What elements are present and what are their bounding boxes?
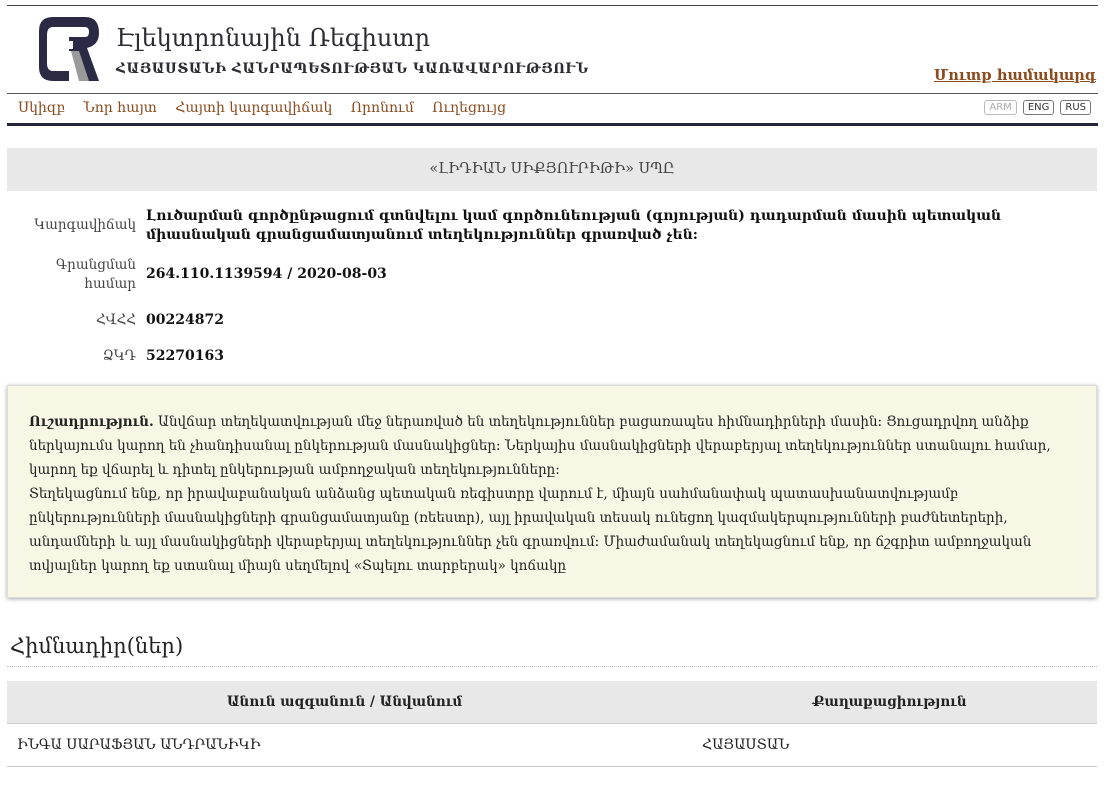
section-divider <box>7 666 1097 667</box>
er-logo-icon[interactable] <box>39 15 101 83</box>
notice-text-2: Տեղեկացնում ենք, որ իրավաբանական անձանց պետական ռեգիստրը վարում է, միայն սահմանափակ պատասխանատվությամբ ընկերությունների մասնակիցների գրանցամատյանը (ռեեստր), այլ իրավական տեսակ ունեցող կազմակերպությունների բաժնետերերի, անդամների և այլ մասնակիցների վերաբերյալ տեղեկություններ չեն գրառվում: Միաժամանակ տեղեկացնում ենք, որ ճշգրիտ ամբողջական տվյալներ կարող եք ստանալ միայն սեղմելով «Տպելու տարբերակ» կոճակը <box>29 486 1032 574</box>
founders-table <box>7 681 1097 767</box>
table-header <box>7 681 1097 723</box>
tax-id-field <box>7 311 1097 331</box>
registration-number-field <box>7 256 1097 296</box>
language-switcher <box>984 100 1091 115</box>
founders-title: Հիմնադիր(ներ) <box>10 634 184 658</box>
field-label: Կարգավիճակ <box>34 217 136 233</box>
site-title: Էլեկտրոնային Ռեգիստր <box>116 24 431 52</box>
field-value: 264.110.1139594 / 2020-08-03 <box>146 266 387 282</box>
site-subtitle: ՀԱՅԱՍՏԱՆԻ ՀԱՆՐԱՊԵՏՈՒԹՅԱՆ ԿԱՌԱՎԱՐՈՒԹՅՈՒՆ <box>116 61 589 77</box>
nav-separator <box>7 93 1098 94</box>
status-field <box>7 207 1097 247</box>
column-header-citizenship: Քաղաքացիություն <box>812 694 967 710</box>
table-row <box>7 723 1097 767</box>
login-link[interactable]: Մուտք համակարգ <box>933 67 1096 84</box>
lang-rus-button[interactable]: RUS <box>1060 100 1091 115</box>
nav-item-search[interactable]: Որոնում <box>350 100 414 116</box>
notice-heading: Ուշադրություն. <box>29 414 154 430</box>
nav-bottom-bar <box>7 123 1098 126</box>
notice-box <box>7 385 1097 598</box>
founder-citizenship: ՀԱՅԱՍՏԱՆ <box>702 737 790 753</box>
notice-paragraph-1 <box>29 410 1075 482</box>
company-name-bar <box>7 148 1097 191</box>
notice-text-1: Անվճար տեղեկատվության մեջ ներառված են տեղեկություններ բացառապես հիմնադիրների մասին: Ցուցադրվող անձիք ներկայումս կարող են չհանդիսանալ ընկերության մասնակիցներ: Ներկայիս մասնակիցների վերաբերյալ տեղեկություններ ստանալու համար, կարող եք վճարել և դիտել ընկերության ամբողջական տեղեկությունները: <box>29 414 1051 478</box>
field-label: ՀՎՀՀ <box>96 312 136 328</box>
lang-arm-button[interactable]: ARM <box>984 100 1016 115</box>
nav-item-new-request[interactable]: Նոր հայտ <box>83 100 157 116</box>
field-label: Գրանցման համար <box>56 257 136 292</box>
field-value: 52270163 <box>146 348 224 364</box>
column-header-name: Անուն ազգանուն / Անվանում <box>226 694 463 710</box>
nav-item-home[interactable]: Սկիզբ <box>18 100 66 116</box>
nav-item-request-status[interactable]: Հայտի կարգավիճակ <box>175 100 333 116</box>
field-value: Լուծարման գործընթացում գտնվելու կամ գործունեության (գոյության) դադարման մասին պետական միասնական գրանցամատյանում տեղեկություններ գրառված չեն: <box>146 208 1002 243</box>
founder-name: ԻՆԳԱ ՍԱՐԱՖՅԱՆ ԱՆԴՐԱՆԻԿԻ <box>17 737 261 753</box>
company-name: «ԼԻԴԻԱՆ ՍԻՔՅՈՒՐԻԹԻ» ՍՊԸ <box>429 161 675 177</box>
lang-eng-button[interactable]: ENG <box>1023 100 1055 115</box>
site-header <box>7 6 1098 93</box>
nav-item-guide[interactable]: Ուղեցույց <box>432 100 507 116</box>
main-nav <box>18 100 520 116</box>
field-value: 00224872 <box>146 312 224 328</box>
field-label: ՁԿԴ <box>102 348 136 364</box>
code-field <box>7 347 1097 367</box>
